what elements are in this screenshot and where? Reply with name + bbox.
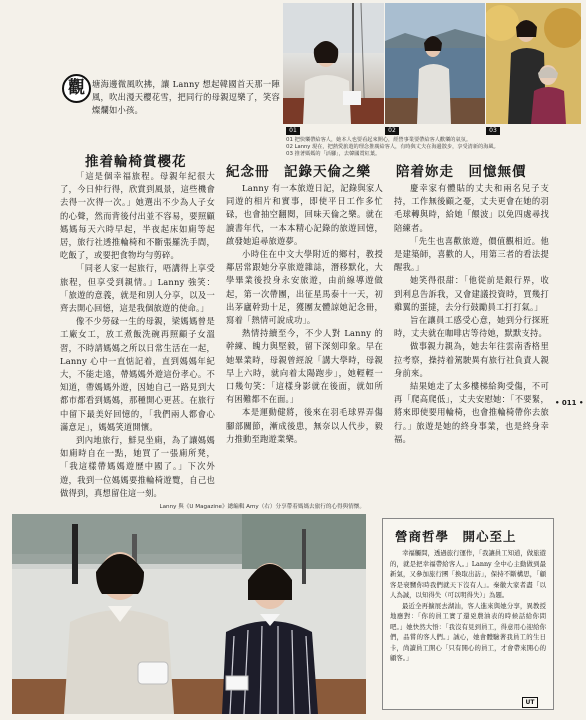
photo-number-badge: 03	[486, 127, 500, 135]
photo-lanny-with-mother	[486, 3, 581, 124]
photo-caption: Lanny 現在，把熱愛旅遊的理念推廣給客人，有時與丈夫在海邊散步，享受清新的海風。	[294, 144, 499, 150]
intro-drop-char: 觀	[62, 74, 91, 103]
page-number-value: 011	[561, 399, 577, 407]
section1-body	[60, 170, 215, 510]
section2-heading: 紀念冊 記錄天倫之樂	[226, 164, 371, 180]
photo-caption: 把快樂帶給客人，她本人也要看起來開心，經營事業要帶給客人歡樂的氣氛。	[294, 137, 472, 143]
paragraph: 最近全再擴展去湖汕，客人進來與她分享，異教授地應對：「你的員工實了還兇農油表的時候話給你問吧。」她快然大悟：「我沒有見到員工，得意用心迎給你們，品嘗的客人們。」誠心，她會體驗著我員工的生日卡，尚讀員工開心「只有開心的員工，才會帶來開心的顧客。」	[390, 601, 546, 662]
paragraph: 她笑得很甜：「他從前是銀行界，收到利息告訴我，又會建議投資時，買幾打雞翼的蛋撻，去分行鼓勵員工打打氣。」	[394, 275, 549, 312]
paragraph: 「同老人家一起旅行，唔講得上享受旅程，但享受到親情。」Lanny 強笑：「旅遊的意義，就是和別人分享，以及一齊去開心回憶，這是我個旅遊的使命。」	[60, 263, 215, 314]
paragraph: 小時住在中文大學附近的鄉村，教授鄰居常跟她分享旅遊雜誌，潛移默化，大學畢業後投身永安旅遊，由前線導遊做起，第一次帶團，出征星馬泰十一天，初出茅廬幹勁十足，獲團友體諒她記念冊，寫着「熱情可說成功」。	[226, 249, 383, 326]
paragraph: 像不少勞碌一生的母親，梁媽媽曾是工廠女工，放工煮飯洗碗再照顧子女溫習，不時請媽媽之所以日常生活在一起，Lanny 心中一直惦記着，直到媽媽年紀大，不能走遠，帶媽媽外遊這份孝心。不知道，帶媽媽外遊，因她自己一路見到大都市都看到媽媽，那種開心更甚。在旅行中留下最美好回憶的，「我們兩人都會心滿意足」，媽媽笑道開懷。	[60, 316, 215, 432]
intro-text: 塘海邊微風吹拂，讓 Lanny 想起韓國首天那一陣風，吹出漫天櫻花雪，把同行的母親逗樂了，笑容燦爛如小孩。	[92, 79, 280, 116]
paragraph: Lanny 有一本旅遊日記，記錄與家人同遊的相片和實事，即使平日工作多忙碌，也會抽空翻閱，回味天倫之樂。就在讀書年代，一本本精心記錄的旅遊回憶，啟發她追尋旅遊夢。	[226, 183, 383, 246]
section1-heading: 推着輪椅賞櫻花	[85, 154, 187, 170]
section3-body	[394, 182, 549, 510]
photo-caption-list	[286, 137, 581, 158]
paragraph: 慶幸家有體貼的丈夫和兩名兒子支持，工作無後顧之憂，丈夫更會在她的羽毛球轉與時，給她「餵波」以免四處尋找陪練者。	[394, 183, 549, 233]
section3-heading: 陪着妳走 回憶無價	[396, 164, 527, 180]
photo-lanny-with-cups	[283, 3, 384, 124]
paragraph: 熱情持續至今，不少人對 Lanny 的幹練、魄力與堅毅，留下深刻印象。早在她畢業時，母親曾經說「講大學時，母親早上六時，就向着太陽跑步」，她輕輕一口幾句笑：「這樣身影就在後面，就如所有困難都不在面。」	[226, 328, 383, 405]
caption-number: 03	[286, 151, 293, 157]
paragraph: 旨在讓員工感受心意，她到分行探班時，丈夫就在咖啡店等待她，默默支持。	[394, 315, 549, 339]
photo-number-badge: 02	[385, 127, 399, 135]
photo-lanny-and-amy	[12, 514, 366, 714]
photo-number-badge: 01	[286, 127, 300, 135]
paragraph: 結果她走了太多樓梯給夠受傷，不可再「爬高爬低」，丈夫安慰她：「不要緊，將來即使要用輪椅，也會推輪椅帶你去旅行。」旅遊是她的終身事業，也是終身幸福。	[394, 381, 549, 444]
page-number: • 011 •	[555, 399, 584, 407]
photo-lanny-at-harbour	[385, 3, 485, 124]
end-mark: UT	[522, 697, 538, 708]
paragraph: 到內地旅行，鮮見坐廁，為了讓媽媽如廁時自在一點，她買了一張廁所凳，「我這樣帶媽媽遊歷中國了。」下次外遊，我到一位媽媽要推輪椅遊覽，自己也做得到，真想留住這一刻。	[60, 435, 215, 498]
paragraph: 「先生也喜歡旅遊，價值觀相近。他是建築師，喜歡的人，用第三者的看法提醒我。」	[394, 235, 549, 273]
section2-body	[226, 182, 383, 510]
bottom-photo-caption: Lanny 與《U Magazine》總編輯 Amy（右）分享帶着媽媽去旅行的心得與情懷。	[159, 504, 365, 510]
caption-number: 01	[286, 137, 293, 143]
paragraph: 本是運動健將，後來在羽毛球界弄傷腳部關節，漸成後患，無奈以人代步，毅力推動至跑遊業樂。	[226, 407, 383, 444]
paragraph: 做事親力親為，她去年往雲南香格里拉考察，操持着駕駛異有旅行社負責人親身前來。	[394, 341, 549, 378]
paragraph: 「這是個幸福旅程。母親年紀很大了，今日仲行得，欣賞到風景，這些機會去得一次得一次。」她選出不少為人子女的心聲，然而背後付出並不容易，要照顧媽媽每天六時早起，半夜起床如廁等起居，旅行社透推輪椅和不斷張羅洗手間，吃飯了，或要把食物均勻剪碎。	[60, 171, 215, 261]
paragraph: 幸福觸問，透過旅行運作，「我讓員工知道，做旅遊的，就是把幸福帶給客人。」Lanny 全中心主動做到最新氣，又參加旅行團「換取出訪」，保持不斷構思，「顧客是衰嬲你時我們就天下沒有人」。秦徽大家者盡「以人為誠，以知得失（可以明得失）」為題。	[390, 549, 546, 599]
photo-caption: 推著媽媽的「活腳」，去韓國賞紅葉。	[294, 151, 381, 157]
sidebar-body	[390, 548, 546, 706]
sidebar-heading: 營商哲學 開心至上	[395, 529, 517, 544]
caption-number: 02	[286, 144, 293, 150]
